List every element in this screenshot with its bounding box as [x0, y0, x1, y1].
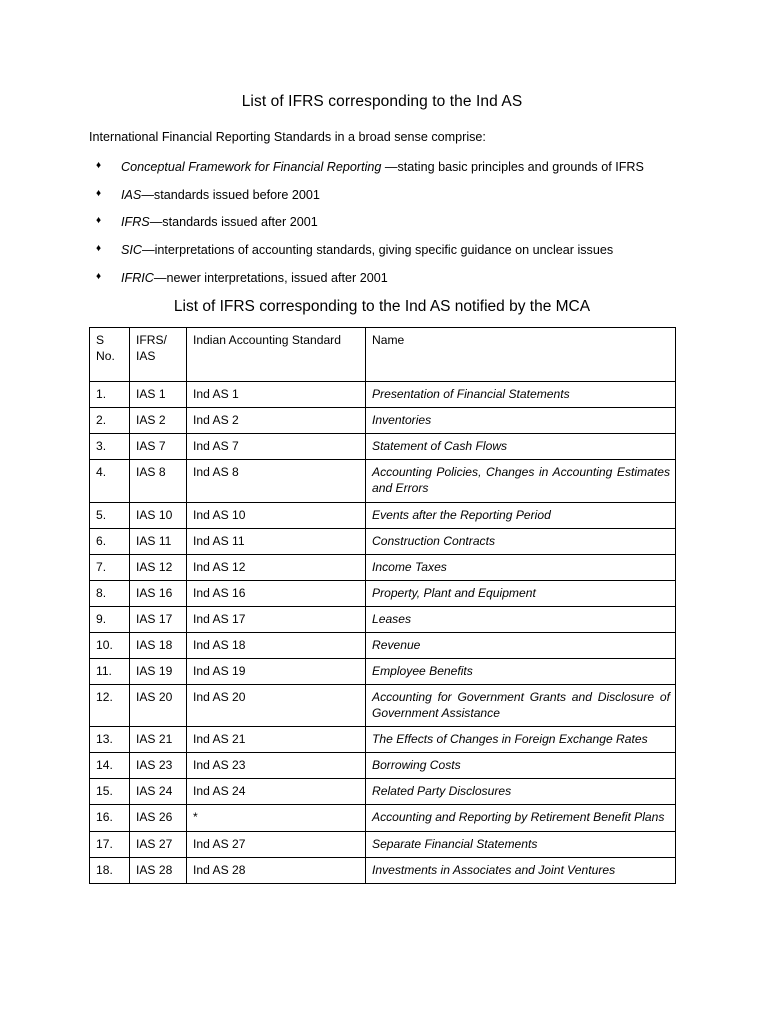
cell-ifrs-ias: IAS 7 [130, 434, 187, 460]
diamond-bullet-icon: ♦ [96, 270, 102, 282]
section-title: List of IFRS corresponding to the Ind AS notified by the MCA [173, 298, 591, 316]
column-header-sno-line2: No. [96, 349, 115, 364]
list-item-emphasis: Conceptual Framework for Financial Reporting [121, 160, 382, 175]
cell-name: Income Taxes [366, 554, 676, 580]
list-item-text: —interpretations of accounting standards, giving specific guidance on unclear issues [142, 242, 614, 257]
cell-ifrs-ias: IAS 28 [130, 857, 187, 883]
cell-name: Investments in Associates and Joint Ventures [366, 857, 676, 883]
diamond-bullet-icon: ♦ [96, 160, 102, 172]
cell-name: Separate Financial Statements [366, 831, 676, 857]
cell-ifrs-ias: IAS 18 [130, 632, 187, 658]
cell-indian-accounting-standard: Ind AS 2 [187, 408, 366, 434]
cell-ifrs-ias: IAS 19 [130, 659, 187, 685]
cell-indian-accounting-standard: Ind AS 21 [187, 727, 366, 753]
list-item-text: —standards issued after 2001 [149, 215, 318, 230]
cell-indian-accounting-standard: Ind AS 20 [187, 685, 366, 727]
cell-ifrs-ias: IAS 23 [130, 753, 187, 779]
cell-serial-number: 6. [90, 528, 130, 554]
cell-ifrs-ias: IAS 24 [130, 779, 187, 805]
cell-indian-accounting-standard: Ind AS 1 [187, 382, 366, 408]
cell-name: Borrowing Costs [366, 753, 676, 779]
cell-name: Related Party Disclosures [366, 779, 676, 805]
table-row [90, 779, 676, 805]
list-item-emphasis: IAS [121, 187, 142, 202]
cell-serial-number: 14. [90, 753, 130, 779]
cell-ifrs-ias: IAS 20 [130, 685, 187, 727]
cell-ifrs-ias: IAS 8 [130, 460, 187, 502]
cell-serial-number: 4. [90, 460, 130, 502]
list-item [89, 242, 675, 259]
cell-serial-number: 8. [90, 580, 130, 606]
cell-serial-number: 10. [90, 632, 130, 658]
list-item-emphasis: IFRS [121, 215, 150, 230]
table-row [90, 528, 676, 554]
table-row [90, 685, 676, 727]
cell-ifrs-ias: IAS 12 [130, 554, 187, 580]
cell-ifrs-ias: IAS 2 [130, 408, 187, 434]
cell-ifrs-ias: IAS 1 [130, 382, 187, 408]
column-header-ifrs-line2: IAS [136, 349, 156, 364]
list-item-text: —newer interpretations, issued after 2001 [153, 270, 388, 285]
cell-name: Property, Plant and Equipment [366, 580, 676, 606]
cell-name: Construction Contracts [366, 528, 676, 554]
cell-indian-accounting-standard: Ind AS 28 [187, 857, 366, 883]
cell-indian-accounting-standard: Ind AS 11 [187, 528, 366, 554]
table-row [90, 659, 676, 685]
table-row [90, 382, 676, 408]
cell-serial-number: 3. [90, 434, 130, 460]
cell-ifrs-ias: IAS 10 [130, 502, 187, 528]
list-item [89, 270, 675, 287]
cell-ifrs-ias: IAS 16 [130, 580, 187, 606]
cell-indian-accounting-standard: Ind AS 24 [187, 779, 366, 805]
cell-serial-number: 7. [90, 554, 130, 580]
ifrs-components-list [89, 159, 675, 286]
table-row [90, 805, 676, 831]
table-header [90, 328, 676, 382]
table-row [90, 502, 676, 528]
cell-ifrs-ias: IAS 26 [130, 805, 187, 831]
list-item [89, 214, 675, 231]
cell-ifrs-ias: IAS 17 [130, 606, 187, 632]
cell-name: Employee Benefits [366, 659, 676, 685]
intro-paragraph: International Financial Reporting Standards in a broad sense comprise: [89, 130, 486, 144]
list-item-text: —stating basic principles and grounds of IFRS [381, 160, 644, 175]
cell-indian-accounting-standard: Ind AS 10 [187, 502, 366, 528]
diamond-bullet-icon: ♦ [96, 215, 102, 227]
column-header-ifrs-ias [130, 328, 187, 382]
table-row [90, 606, 676, 632]
page-title: List of IFRS corresponding to the Ind AS [241, 93, 523, 110]
list-item-emphasis: IFRIC [121, 270, 154, 285]
table-row [90, 580, 676, 606]
cell-serial-number: 5. [90, 502, 130, 528]
table-row [90, 460, 676, 502]
cell-indian-accounting-standard: Ind AS 12 [187, 554, 366, 580]
cell-name: Statement of Cash Flows [366, 434, 676, 460]
column-header-sno [90, 328, 130, 382]
cell-serial-number: 15. [90, 779, 130, 805]
cell-serial-number: 1. [90, 382, 130, 408]
cell-indian-accounting-standard: Ind AS 18 [187, 632, 366, 658]
diamond-bullet-icon: ♦ [96, 242, 102, 254]
table-row [90, 727, 676, 753]
list-item [89, 159, 675, 176]
cell-serial-number: 2. [90, 408, 130, 434]
cell-indian-accounting-standard: Ind AS 7 [187, 434, 366, 460]
cell-indian-accounting-standard: Ind AS 8 [187, 460, 366, 502]
cell-name: Accounting Policies, Changes in Accounting Estimates and Errors [366, 460, 676, 502]
list-item-emphasis: SIC [121, 242, 142, 257]
diamond-bullet-icon: ♦ [96, 187, 102, 199]
table-row [90, 753, 676, 779]
cell-serial-number: 12. [90, 685, 130, 727]
column-header-indian-accounting-standard: Indian Accounting Standard [187, 328, 366, 382]
cell-serial-number: 18. [90, 857, 130, 883]
cell-serial-number: 11. [90, 659, 130, 685]
cell-indian-accounting-standard: Ind AS 23 [187, 753, 366, 779]
cell-ifrs-ias: IAS 27 [130, 831, 187, 857]
cell-indian-accounting-standard: Ind AS 27 [187, 831, 366, 857]
table-row [90, 857, 676, 883]
cell-name: Presentation of Financial Statements [366, 382, 676, 408]
cell-ifrs-ias: IAS 21 [130, 727, 187, 753]
column-header-name: Name [366, 328, 676, 382]
cell-serial-number: 16. [90, 805, 130, 831]
cell-name: Accounting for Government Grants and Disclosure of Government Assistance [366, 685, 676, 727]
cell-serial-number: 17. [90, 831, 130, 857]
cell-name: Leases [366, 606, 676, 632]
list-item [89, 187, 675, 204]
cell-indian-accounting-standard: Ind AS 17 [187, 606, 366, 632]
cell-name: Inventories [366, 408, 676, 434]
cell-serial-number: 9. [90, 606, 130, 632]
cell-indian-accounting-standard: * [187, 805, 366, 831]
table-header-row [90, 328, 676, 382]
cell-name: Events after the Reporting Period [366, 502, 676, 528]
cell-indian-accounting-standard: Ind AS 16 [187, 580, 366, 606]
cell-name: The Effects of Changes in Foreign Exchange Rates [366, 727, 676, 753]
list-item-text: —standards issued before 2001 [141, 187, 320, 202]
cell-name: Revenue [366, 632, 676, 658]
cell-indian-accounting-standard: Ind AS 19 [187, 659, 366, 685]
ifrs-indas-table [89, 327, 676, 884]
column-header-ifrs-line1: IFRS/ [136, 333, 167, 348]
table-row [90, 408, 676, 434]
document-content [89, 93, 675, 884]
cell-serial-number: 13. [90, 727, 130, 753]
table-body [90, 382, 676, 884]
table-row [90, 434, 676, 460]
cell-ifrs-ias: IAS 11 [130, 528, 187, 554]
table-row [90, 554, 676, 580]
table-row [90, 831, 676, 857]
column-header-sno-line1: S [96, 333, 105, 348]
table-row [90, 632, 676, 658]
cell-name: Accounting and Reporting by Retirement Benefit Plans [366, 805, 676, 831]
